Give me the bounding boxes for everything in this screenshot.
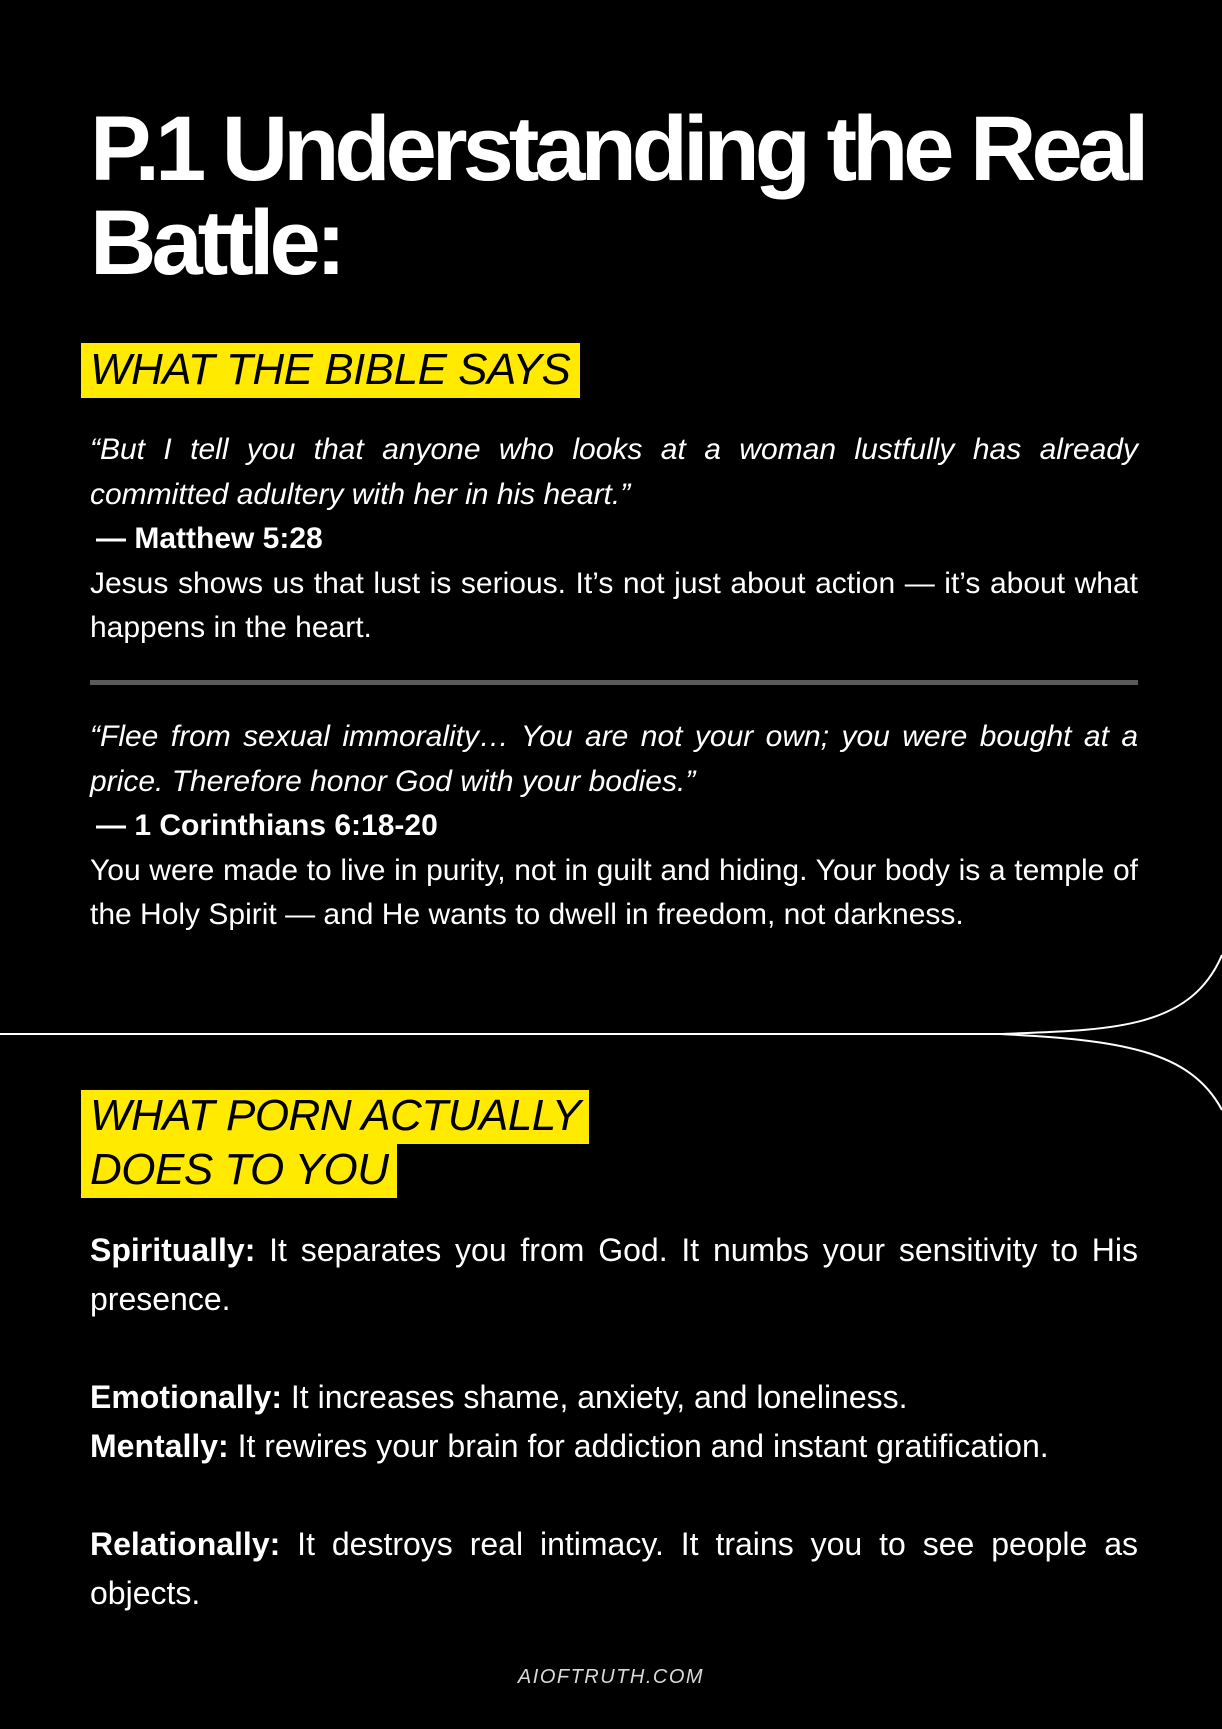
scripture-quote: “Flee from sexual immorality… You are not your own; you were bought at a price. Therefore honor God with your bodies.” bbox=[90, 720, 1138, 798]
section-divider bbox=[90, 680, 1138, 685]
effect-label: Mentally: bbox=[90, 1428, 229, 1464]
effect-item-relationally bbox=[90, 1520, 1138, 1618]
effect-item-mentally bbox=[90, 1422, 1138, 1471]
section-heading-bible bbox=[81, 344, 580, 396]
section-heading-bible-text: WHAT THE BIBLE SAYS bbox=[81, 343, 580, 398]
effect-label: Spiritually: bbox=[90, 1232, 256, 1268]
effect-item-emotionally bbox=[90, 1373, 1138, 1422]
scripture-commentary: Jesus shows us that lust is serious. It’s not just about action — it’s about what happens in the heart. bbox=[90, 566, 1138, 644]
spacer bbox=[90, 1324, 1138, 1373]
effect-item-spiritually bbox=[90, 1226, 1138, 1324]
scripture-reference: — 1 Corinthians 6:18-20 bbox=[96, 809, 438, 842]
scripture-quote: “But I tell you that anyone who looks at a woman lustfully has already committed adultery with her in his heart.” bbox=[90, 433, 1138, 511]
divider-curve-line bbox=[0, 955, 1222, 1034]
spacer bbox=[90, 1471, 1138, 1520]
page-title: P.1 Understanding the Real Battle: bbox=[90, 98, 1145, 294]
effect-text: It separates you from God. It numbs your sensitivity to His presence. bbox=[90, 1232, 1138, 1317]
section-heading-line-1: WHAT PORN ACTUALLY bbox=[81, 1090, 589, 1144]
section-heading-porn-effects bbox=[81, 1090, 589, 1198]
lower-curve-line bbox=[1000, 1034, 1222, 1110]
effects-list bbox=[90, 1226, 1138, 1618]
scripture-block-matthew bbox=[90, 428, 1138, 651]
effect-text: It rewires your brain for addiction and instant gratification. bbox=[228, 1428, 1049, 1464]
scripture-block-corinthians bbox=[90, 715, 1138, 938]
effect-label: Relationally: bbox=[90, 1526, 281, 1562]
effect-text: It destroys real intimacy. It trains you to see people as objects. bbox=[90, 1526, 1138, 1611]
effect-text: It increases shame, anxiety, and loneliness. bbox=[282, 1379, 908, 1415]
scripture-commentary: You were made to live in purity, not in guilt and hiding. Your body is a temple of the Holy Spirit — and He wants to dwell in freedom, not darkness. bbox=[90, 853, 1138, 931]
section-heading-line-2: DOES TO YOU bbox=[81, 1144, 397, 1198]
footer-website: AIOFTRUTH.COM bbox=[517, 1666, 705, 1688]
scripture-reference: — Matthew 5:28 bbox=[96, 522, 323, 555]
effect-label: Emotionally: bbox=[90, 1379, 283, 1415]
